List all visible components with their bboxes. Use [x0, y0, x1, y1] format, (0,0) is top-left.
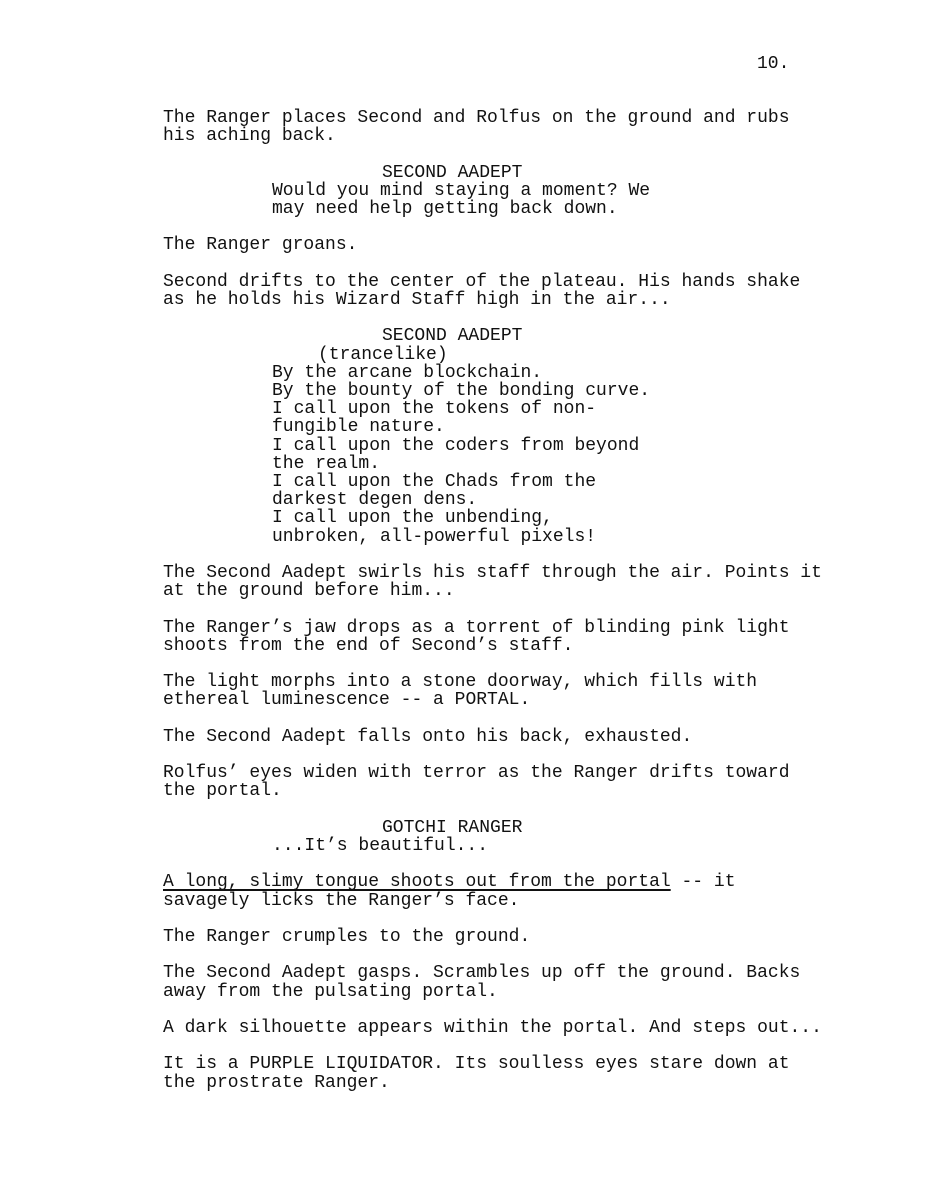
action-paragraph — [163, 273, 823, 309]
action-paragraph — [163, 236, 823, 254]
action-paragraph — [163, 1019, 823, 1037]
underlined-text: A long, slimy tongue shoots out from the portal — [163, 872, 671, 893]
action-paragraph — [163, 564, 823, 600]
action-line: as he holds his Wizard Staff high in the air... — [163, 289, 671, 310]
action-paragraph — [163, 964, 823, 1000]
action-line: Rolfus’ eyes widen with terror as the Ranger drifts toward — [163, 763, 790, 784]
action-line: the prostrate Ranger. — [163, 1072, 390, 1093]
action-line: The Second Aadept gasps. Scrambles up off the ground. Backs — [163, 963, 801, 984]
dialogue-line: By the arcane blockchain. — [272, 362, 543, 383]
action-line: A dark silhouette appears within the portal. And steps out... — [163, 1017, 822, 1038]
action-paragraph — [163, 873, 823, 909]
action-text: -- it — [670, 872, 736, 893]
dialogue-line: ...It’s beautiful... — [272, 835, 489, 856]
dialogue-block — [0, 327, 927, 545]
action-line: Second drifts to the center of the plateau. His hands shake — [163, 271, 801, 292]
dialogue-line: By the bounty of the bonding curve. — [272, 380, 651, 401]
dialogue-line: fungible nature. — [272, 417, 445, 438]
dialogue-line: unbroken, all-powerful pixels! — [272, 526, 597, 547]
action-paragraph — [163, 1055, 823, 1091]
parenthetical: (trancelike) — [318, 344, 448, 365]
action-line: his aching back. — [163, 126, 336, 147]
dialogue-block — [0, 164, 927, 219]
action-line: shoots from the end of Second’s staff. — [163, 635, 574, 656]
action-line: The Second Aadept swirls his staff through the air. Points it — [163, 563, 822, 583]
action-line: The Second Aadept falls onto his back, exhausted. — [163, 726, 693, 747]
dialogue-line: I call upon the tokens of non- — [272, 399, 597, 420]
action-paragraph — [163, 728, 823, 746]
action-line: The Ranger crumples to the ground. — [163, 926, 531, 947]
character-name: SECOND AADEPT — [382, 162, 523, 183]
dialogue-line: I call upon the Chads from the — [272, 472, 597, 492]
action-line: at the ground before him... — [163, 581, 455, 602]
action-line: savagely licks the Ranger’s face. — [163, 890, 520, 911]
dialogue-line: I call upon the unbending, — [272, 508, 553, 529]
character-name: SECOND AADEPT — [382, 326, 523, 347]
action-paragraph — [163, 109, 823, 145]
action-line: The Ranger places Second and Rolfus on the ground and rubs — [163, 108, 790, 128]
dialogue-line: may need help getting back down. — [272, 199, 618, 219]
action-paragraph — [163, 764, 823, 800]
dialogue-block — [0, 819, 927, 855]
action-line: The Ranger groans. — [163, 235, 358, 256]
action-line: The light morphs into a stone doorway, which fills with — [163, 672, 758, 693]
dialogue-line: I call upon the coders from beyond — [272, 435, 640, 456]
action-paragraph — [163, 619, 823, 655]
action-line: ethereal luminescence -- a PORTAL. — [163, 690, 531, 711]
action-paragraph — [163, 673, 823, 709]
action-paragraph — [163, 928, 823, 946]
dialogue-line: darkest degen dens. — [272, 490, 478, 511]
dialogue-line: Would you mind staying a moment? We — [272, 180, 651, 201]
action-line: The Ranger’s jaw drops as a torrent of blinding pink light — [163, 617, 790, 638]
page-number: 10. — [757, 54, 790, 74]
dialogue-line: the realm. — [272, 453, 381, 474]
action-line: the portal. — [163, 781, 282, 802]
action-line: away from the pulsating portal. — [163, 981, 498, 1002]
action-line — [163, 873, 823, 891]
action-line: It is a PURPLE LIQUIDATOR. Its soulless eyes stare down at — [163, 1054, 790, 1075]
character-name: GOTCHI RANGER — [382, 817, 523, 838]
screenplay-body — [0, 109, 927, 1110]
